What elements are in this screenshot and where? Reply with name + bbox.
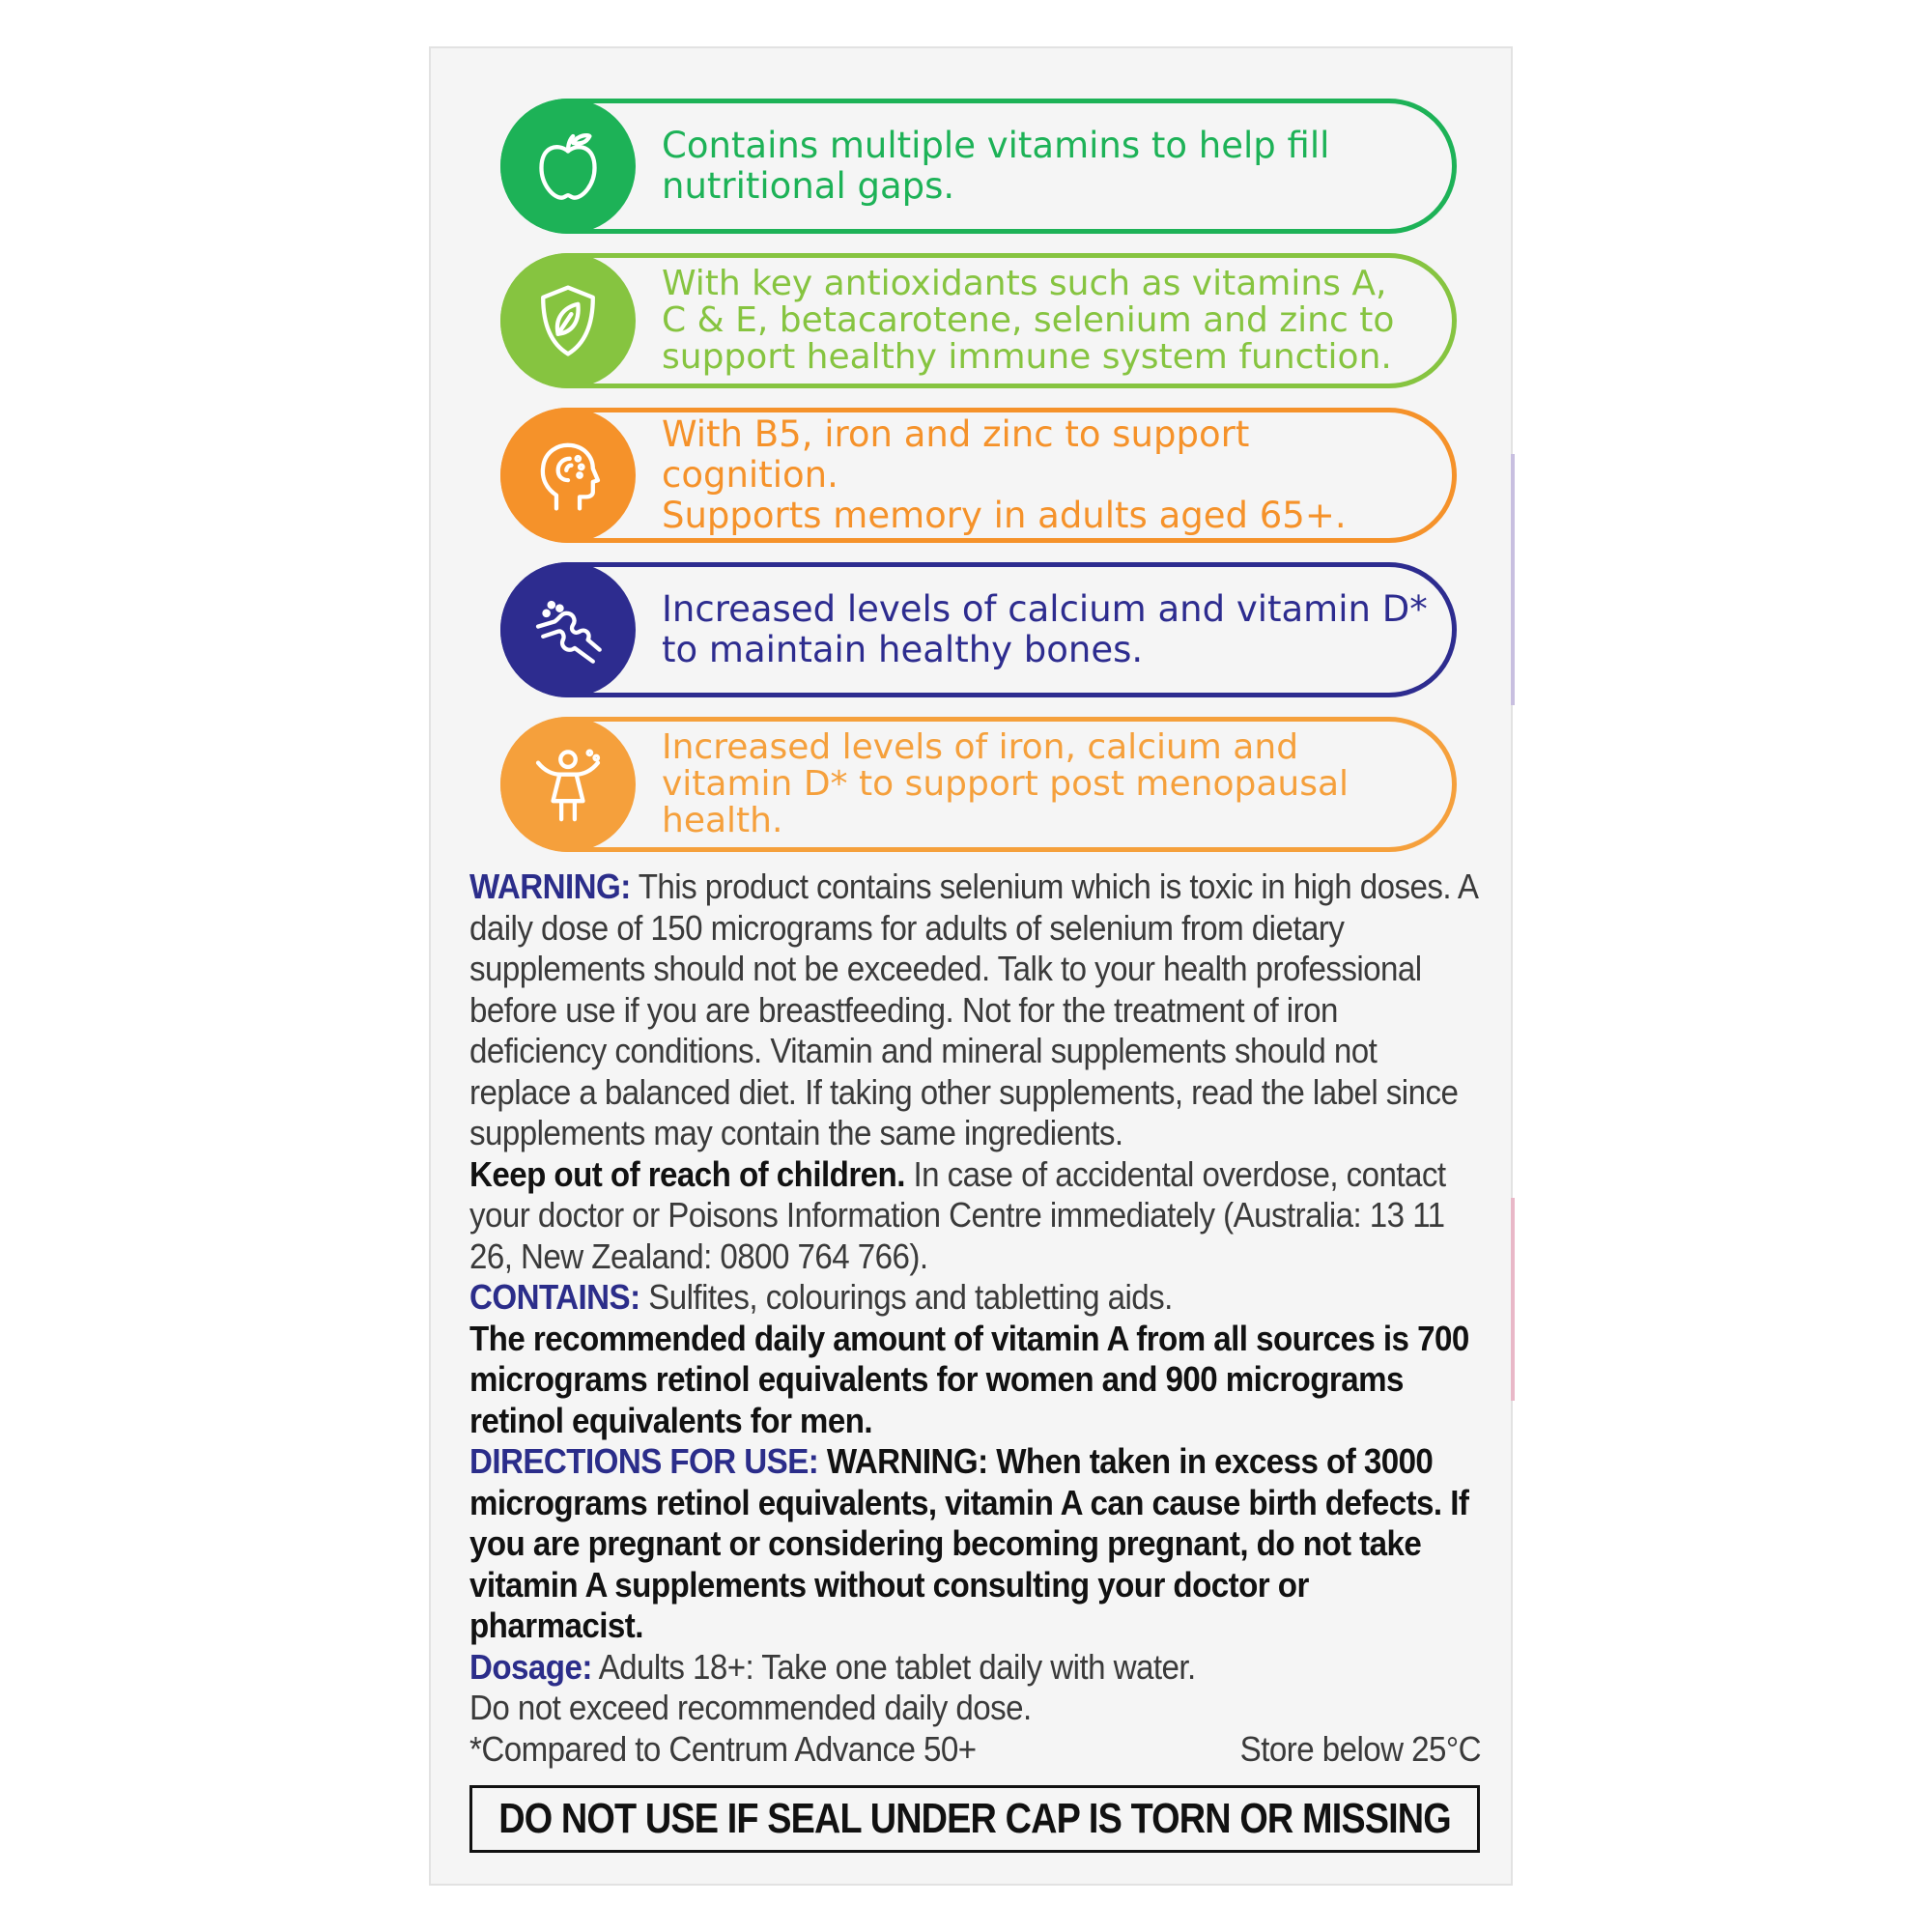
benefit-icon-circle — [500, 408, 636, 543]
edge-accent-pink — [1511, 1198, 1515, 1401]
label-panel — [429, 46, 1513, 1886]
benefit-line: support healthy immune system function. — [662, 337, 1392, 377]
benefit-line: With key antioxidants such as vitamins A, — [662, 264, 1387, 303]
warning-paragraph — [469, 867, 1483, 1154]
warning-text: This product contains selenium which is toxic in high doses. A daily dose of 150 micrograms for adults of selenium from dietary supplements should not be exceeded. Talk to your health professional before use if you are breastfeeding. Not for the treatment of iron deficiency conditions. Vitamin and mineral supplements should not replace a balanced diet. If taking other supplements, read the label since supplements may contain the same ingredients. — [469, 867, 1477, 1152]
benefit-icon-circle — [500, 717, 636, 852]
contains-label: CONTAINS: — [469, 1277, 640, 1317]
benefit-line: health. — [662, 801, 783, 840]
benefit-pill-bones — [500, 562, 1457, 697]
footnote: *Compared to Centrum Advance 50+ — [469, 1728, 977, 1769]
head-brain-icon — [526, 434, 610, 517]
keep-out-text: In case of accidental overdose, contact your doctor or Poisons Information Centre immediately (Australia: 13 11 26, New Zealand: 0800 764 766). — [469, 1153, 1446, 1276]
seal-warning-text: DO NOT USE IF SEAL UNDER CAP IS TORN OR MISSING — [498, 1795, 1451, 1842]
benefit-line: to maintain healthy bones. — [662, 629, 1144, 670]
keep-out-paragraph — [469, 1154, 1483, 1278]
contains-text: Sulfites, colourings and tabletting aids. — [639, 1277, 1173, 1317]
benefit-text — [662, 722, 1429, 847]
directions-label: DIRECTIONS FOR USE: — [469, 1441, 819, 1481]
benefit-text — [662, 258, 1429, 384]
benefit-text — [662, 567, 1429, 693]
directions-text: WARNING: When taken in excess of 3000 micrograms retinol equivalents, vitamin A can cause birth defects. If you are pregnant or considering becoming pregnant, do not take vitamin A supplements without consulting your doctor or pharmacist. — [469, 1441, 1469, 1645]
benefit-icon-circle — [500, 253, 636, 388]
dosage-text: Adults 18+: Take one tablet daily with water. — [591, 1646, 1196, 1687]
footnote-row — [469, 1729, 1481, 1771]
bone-joint-icon — [526, 588, 610, 671]
seal-warning-box — [469, 1785, 1480, 1853]
dosage-line-2: Do not exceed recommended daily dose. — [469, 1688, 1032, 1727]
woman-figure-icon — [526, 743, 610, 826]
benefit-icon-circle — [500, 562, 636, 697]
benefit-line: Supports memory in adults aged 65+. — [662, 495, 1347, 536]
shield-leaf-icon — [526, 279, 610, 362]
keep-out-heading: Keep out of reach of children. — [469, 1153, 905, 1194]
benefit-line: vitamin D* to support post menopausal — [662, 764, 1350, 804]
benefit-line: Increased levels of iron, calcium and — [662, 727, 1299, 767]
apple-icon — [526, 125, 610, 208]
contains-paragraph — [469, 1277, 1483, 1319]
benefit-text — [662, 103, 1429, 229]
benefit-pill-cognition — [500, 408, 1457, 543]
benefit-line: With B5, iron and zinc to support cognition. — [662, 413, 1250, 496]
benefit-line: Contains multiple vitamins to help fill — [662, 125, 1330, 166]
dosage-label: Dosage: — [469, 1646, 592, 1687]
benefit-line: nutritional gaps. — [662, 165, 955, 207]
vitamin-a-rda-paragraph: The recommended daily amount of vitamin A from all sources is 700 micrograms retinol equivalents for women and 900 micrograms retinol equivalents for men. — [469, 1318, 1469, 1440]
benefit-line: C & E, betacarotene, selenium and zinc to — [662, 300, 1395, 340]
directions-paragraph — [469, 1441, 1483, 1647]
label-body-text — [469, 867, 1483, 1770]
benefit-pill-antioxidants — [500, 253, 1457, 388]
benefit-text — [662, 412, 1429, 538]
storage-note: Store below 25°C — [1239, 1728, 1481, 1769]
edge-accent-purple — [1511, 454, 1515, 705]
benefit-icon-circle — [500, 99, 636, 234]
benefit-pill-menopausal — [500, 717, 1457, 852]
benefit-pill-vitamins — [500, 99, 1457, 234]
benefit-line: Increased levels of calcium and vitamin D* — [662, 588, 1428, 630]
warning-label: WARNING: — [469, 867, 631, 906]
dosage-paragraph — [469, 1647, 1483, 1689]
